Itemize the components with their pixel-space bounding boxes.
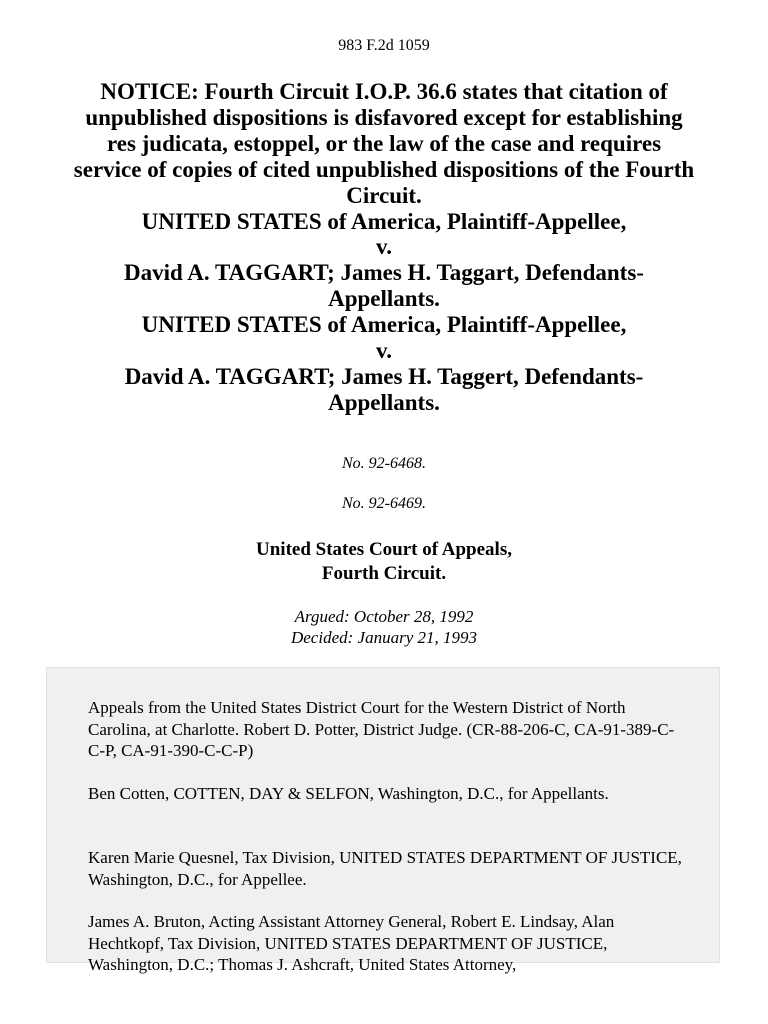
notice-line-4: service of copies of cited unpublished dispositions of the Fourth [73,156,695,182]
notice-line-1: NOTICE: Fourth Circuit I.O.P. 36.6 states that citation of [100,79,668,104]
case-2-versus: v. [376,338,392,364]
notice-line-5: Circuit. [346,182,422,208]
court-name [0,538,768,586]
case-dates [0,606,768,648]
on-brief-counsel: James A. Bruton, Acting Assistant Attorney General, Robert E. Lindsay, Alan Hechtkopf, Tax Division, UNITED STATES DEPARTMENT OF JUSTICE, Washington, D.C.; Thomas J. Ashcraft, United States Attorney, [88,912,615,974]
case-1-versus: v. [376,234,392,260]
case-info-box [46,667,720,974]
case-2-defendants: David A. TAGGART; James H. Taggert, Defendants- [124,363,644,389]
argued-date: Argued: October 28, 1992 [294,607,474,626]
court-name-line-1: United States Court of Appeals, [256,539,512,560]
notice-line-3: res judicata, estoppel, or the law of the case and requires [106,130,662,156]
reporter-citation: 983 F.2d 1059 [338,37,430,54]
case-title [40,79,728,416]
decided-date: Decided: January 21, 1993 [290,628,477,647]
notice-line-2: unpublished dispositions is disfavored except for establishing [85,104,683,130]
appellants-counsel: Ben Cotten, COTTEN, DAY & SELFON, Washington, D.C., for Appellants. [88,784,609,803]
court-name-line-2: Fourth Circuit. [321,563,447,584]
case-2-defendants-cont: Appellants. [328,389,440,415]
appeal-source: Appeals from the United States District Court for the Western District of North Carolina, at Charlotte. Robert D. Potter, District Judge. (CR-88-206-C, CA-91-389-C-C-P, CA-91-390-C-C-P) [88,698,675,760]
docket-number-2: No. 92-6469. [342,495,426,512]
case-1-defendants-cont: Appellants. [328,286,440,312]
case-1-plaintiff: UNITED STATES of America, Plaintiff-Appellee, [141,208,627,234]
case-2-plaintiff: UNITED STATES of America, Plaintiff-Appellee, [141,312,627,338]
case-1-defendants: David A. TAGGART; James H. Taggart, Defendants- [124,260,644,286]
docket-number-1: No. 92-6468. [342,455,426,472]
appellee-counsel: Karen Marie Quesnel, Tax Division, UNITED STATES DEPARTMENT OF JUSTICE, Washington, D.C., for Appellee. [88,848,682,889]
